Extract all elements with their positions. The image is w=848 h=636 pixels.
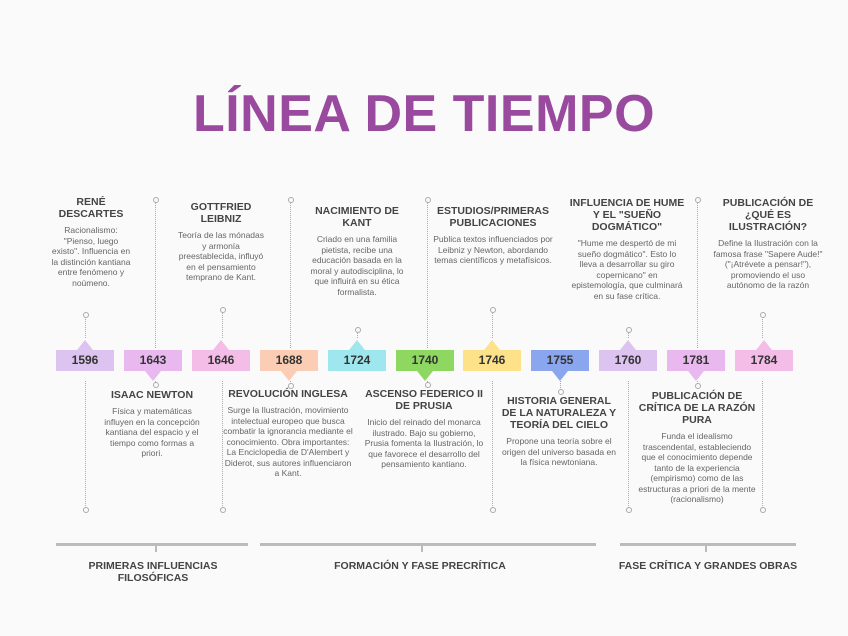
event-critica-razon-pura	[636, 390, 758, 505]
page-title: LÍNEA DE TIEMPO	[192, 85, 656, 143]
event-influencia-hume	[568, 197, 686, 301]
event-description: Racionalismo: "Pienso, luego existo". Influencia en la distinción kantiana entre fenómeno y noúmeno.	[51, 225, 131, 288]
phase-bar-formacion-precritica	[260, 543, 596, 546]
event-heading: REVOLUCIÓN INGLESA	[228, 388, 348, 400]
connector-dot	[425, 197, 431, 203]
year-marker-1740: 1740	[396, 350, 454, 371]
event-heading: ASCENSO FEDERICO II DE PRUSIA	[365, 388, 483, 412]
event-que-es-ilustracion	[712, 197, 824, 291]
phase-bar-primeras-influencias	[56, 543, 248, 546]
year-marker-1724: 1724	[328, 350, 386, 371]
event-heading: PUBLICACIÓN DE ¿QUÉ ES ILUSTRACIÓN?	[722, 197, 814, 233]
year-marker-1596: 1596	[56, 350, 114, 371]
connector-line	[85, 315, 86, 338]
event-description: Funda el idealismo trascendental, estableciendo que el conocimiento depende tanto de la experiencia (empirismo) como de las estructuras a priori de la mente (racionalismo)	[638, 431, 756, 504]
connector-line	[85, 381, 86, 510]
year-marker-1746: 1746	[463, 350, 521, 371]
year-marker-1781: 1781	[667, 350, 725, 371]
connector-line	[492, 310, 493, 338]
connector-dot	[760, 507, 766, 513]
event-description: Física y matemáticas influyen en la concepción kantiana del espacio y el tiempo como formas a priori.	[104, 406, 200, 458]
event-heading: INFLUENCIA DE HUME Y EL "SUEÑO DOGMÁTICO"	[569, 197, 685, 233]
connector-line	[222, 310, 223, 338]
event-heading: ISAAC NEWTON	[110, 389, 194, 401]
event-heading: NACIMIENTO DE KANT	[315, 205, 399, 229]
connector-dot	[626, 327, 632, 333]
event-description: Surge la Ilustración, movimiento intelectual europeo que busca combatir la ignorancia mediante el conocimiento. Obra importantes: La Enciclopedia de D'Alembert y Diderot, sus autores influenciaron a Kant.	[223, 405, 353, 478]
event-revolucion-inglesa	[222, 388, 354, 479]
connector-line	[492, 381, 493, 510]
connector-dot	[220, 307, 226, 313]
connector-dot	[288, 197, 294, 203]
event-description: Define la Ilustración con la famosa frase "Sapere Aude!" ("¡Atrévete a pensar!"), promoviendo el uso autónomo de la razón	[713, 238, 823, 290]
connector-line	[697, 200, 698, 348]
connector-dot	[490, 507, 496, 513]
connector-line	[762, 381, 763, 510]
phase-tick	[705, 546, 707, 552]
phase-tick	[421, 546, 423, 552]
phase-label-formacion-precritica: FORMACIÓN Y FASE PRECRÍTICA	[334, 560, 506, 572]
event-heading: ESTUDIOS/PRIMERAS PUBLICACIONES	[436, 205, 549, 229]
event-ascenso-federico	[362, 388, 486, 470]
year-marker-1643: 1643	[124, 350, 182, 371]
connector-dot	[490, 307, 496, 313]
event-heading: RENÉ DESCARTES	[58, 196, 124, 220]
connector-dot	[220, 507, 226, 513]
event-estudios-publicaciones	[428, 205, 558, 266]
event-heading: HISTORIA GENERAL DE LA NATURALEZA Y TEORÍA DEL CIELO	[501, 395, 617, 431]
connector-line	[762, 315, 763, 338]
event-description: Propone una teoría sobre el origen del universo basada en la física newtoniana.	[502, 436, 616, 467]
event-rene-descartes	[50, 196, 132, 288]
event-gottfried-leibniz	[175, 201, 267, 283]
connector-line	[290, 200, 291, 348]
connector-dot	[695, 383, 701, 389]
year-marker-1688: 1688	[260, 350, 318, 371]
connector-dot	[83, 312, 89, 318]
connector-dot	[83, 507, 89, 513]
connector-dot	[153, 382, 159, 388]
event-isaac-newton	[100, 389, 204, 459]
year-marker-1760: 1760	[599, 350, 657, 371]
year-marker-1755: 1755	[531, 350, 589, 371]
year-marker-1646: 1646	[192, 350, 250, 371]
phase-label-fase-critica: FASE CRÍTICA Y GRANDES OBRAS	[618, 560, 798, 572]
event-description: Teoría de las mónadas y armonía preestablecida, influyó en el pensamiento temprano de Kant.	[178, 230, 264, 282]
event-description: "Hume me despertó de mi sueño dogmático". Esto lo lleva a desarrollar su giro copernicano" en epistemología, que culminará en su fase crítica.	[571, 238, 683, 301]
year-marker-1784: 1784	[735, 350, 793, 371]
connector-dot	[760, 312, 766, 318]
event-description: Inicio del reinado del monarca ilustrado. Bajo su gobierno, Prusia fomenta la Ilustración, lo que favorece el desarrollo del pensamiento kantiano.	[364, 417, 484, 469]
connector-line	[628, 381, 629, 510]
phase-tick	[155, 546, 157, 552]
connector-line	[155, 200, 156, 348]
connector-dot	[355, 327, 361, 333]
phase-label-primeras-influencias: PRIMERAS INFLUENCIAS FILOSÓFICAS	[88, 560, 218, 584]
connector-dot	[153, 197, 159, 203]
event-heading: PUBLICACIÓN DE CRÍTICA DE LA RAZÓN PURA	[638, 390, 756, 426]
phase-bar-fase-critica	[620, 543, 796, 546]
event-description: Criado en una familia pietista, recibe una educación basada en la moral y autodisciplina, lo que influirá en su ética formalista.	[310, 234, 404, 297]
event-historia-naturaleza	[500, 395, 618, 468]
event-heading: GOTTFRIED LEIBNIZ	[190, 201, 252, 225]
connector-dot	[626, 507, 632, 513]
connector-dot	[695, 197, 701, 203]
event-nacimiento-kant	[304, 205, 410, 297]
event-description: Publica textos influenciados por Leibniz y Newton, abordando temas científicos y metafísicos.	[433, 234, 553, 265]
